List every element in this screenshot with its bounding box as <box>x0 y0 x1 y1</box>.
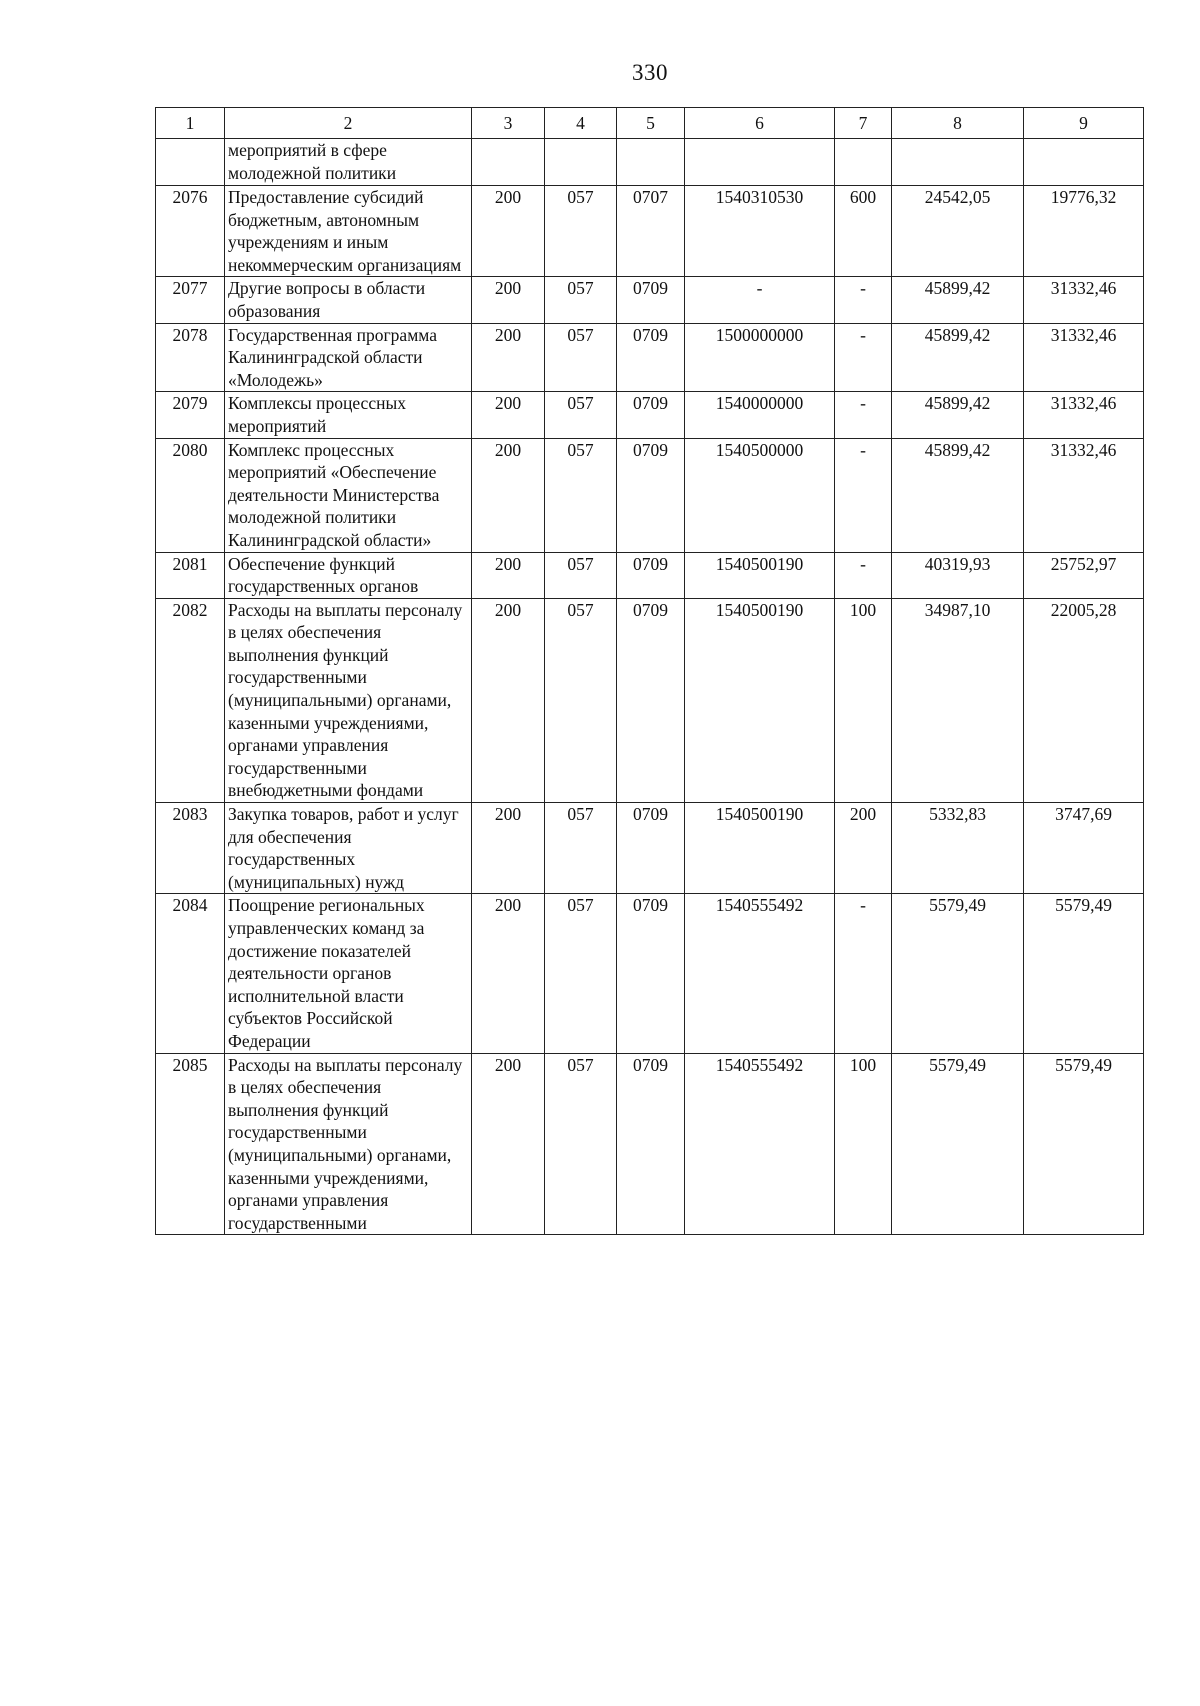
cell-col7: - <box>835 392 892 438</box>
cell-col9: 31332,46 <box>1024 323 1144 392</box>
column-header-7: 7 <box>835 108 892 139</box>
cell-col6: 1540310530 <box>685 186 835 277</box>
cell-col6: 1540555492 <box>685 1053 835 1235</box>
table-row <box>156 803 1144 894</box>
cell-col3: 200 <box>472 552 545 598</box>
column-header-6: 6 <box>685 108 835 139</box>
cell-col3: 200 <box>472 894 545 1053</box>
row-name: Расходы на выплаты персоналу в целях обеспечения выполнения функций государственными (муниципальными) органами, казенными учреждениями, органами управления государственными <box>225 1053 472 1235</box>
cell-col9: 5579,49 <box>1024 1053 1144 1235</box>
cell-col8 <box>892 139 1024 186</box>
cell-col6: 1540555492 <box>685 894 835 1053</box>
cell-col9: 3747,69 <box>1024 803 1144 894</box>
row-number: 2078 <box>156 323 225 392</box>
cell-col3: 200 <box>472 277 545 323</box>
cell-col9: 5579,49 <box>1024 894 1144 1053</box>
cell-col3: 200 <box>472 803 545 894</box>
row-number: 2083 <box>156 803 225 894</box>
cell-col5: 0709 <box>617 1053 685 1235</box>
cell-col5: 0709 <box>617 323 685 392</box>
cell-col9 <box>1024 139 1144 186</box>
cell-col5: 0709 <box>617 803 685 894</box>
row-number <box>156 139 225 186</box>
cell-col5: 0709 <box>617 598 685 802</box>
cell-col4: 057 <box>545 392 617 438</box>
table-row <box>156 392 1144 438</box>
cell-col3: 200 <box>472 186 545 277</box>
page-number: 330 <box>632 60 668 85</box>
column-header-4: 4 <box>545 108 617 139</box>
cell-col9: 31332,46 <box>1024 392 1144 438</box>
column-header-1: 1 <box>156 108 225 139</box>
cell-col5 <box>617 139 685 186</box>
row-name: Другие вопросы в области образования <box>225 277 472 323</box>
row-number: 2081 <box>156 552 225 598</box>
row-number: 2080 <box>156 438 225 552</box>
cell-col8: 24542,05 <box>892 186 1024 277</box>
cell-col6: 1540500190 <box>685 598 835 802</box>
cell-col4: 057 <box>545 894 617 1053</box>
cell-col8: 45899,42 <box>892 438 1024 552</box>
table-row <box>156 139 1144 186</box>
cell-col4: 057 <box>545 1053 617 1235</box>
row-number: 2085 <box>156 1053 225 1235</box>
cell-col3: 200 <box>472 1053 545 1235</box>
cell-col9: 19776,32 <box>1024 186 1144 277</box>
row-name: Поощрение региональных управленческих команд за достижение показателей деятельности органов исполнительной власти субъектов Российской Федерации <box>225 894 472 1053</box>
cell-col8: 34987,10 <box>892 598 1024 802</box>
cell-col4: 057 <box>545 438 617 552</box>
cell-col4: 057 <box>545 186 617 277</box>
table-row <box>156 323 1144 392</box>
cell-col4: 057 <box>545 552 617 598</box>
cell-col7: - <box>835 277 892 323</box>
cell-col5: 0709 <box>617 894 685 1053</box>
cell-col7: - <box>835 438 892 552</box>
budget-table <box>155 107 1144 1235</box>
cell-col5: 0709 <box>617 552 685 598</box>
cell-col3: 200 <box>472 323 545 392</box>
row-number: 2084 <box>156 894 225 1053</box>
column-header-8: 8 <box>892 108 1024 139</box>
column-header-5: 5 <box>617 108 685 139</box>
cell-col5: 0707 <box>617 186 685 277</box>
cell-col9: 22005,28 <box>1024 598 1144 802</box>
table-row <box>156 186 1144 277</box>
cell-col3: 200 <box>472 392 545 438</box>
table-row <box>156 894 1144 1053</box>
cell-col8: 5579,49 <box>892 894 1024 1053</box>
header-row <box>156 108 1144 139</box>
cell-col4: 057 <box>545 323 617 392</box>
cell-col7: 100 <box>835 1053 892 1235</box>
cell-col6: 1540500190 <box>685 552 835 598</box>
cell-col5: 0709 <box>617 438 685 552</box>
table-row <box>156 438 1144 552</box>
cell-col8: 45899,42 <box>892 277 1024 323</box>
cell-col9: 31332,46 <box>1024 277 1144 323</box>
cell-col6: 1540500000 <box>685 438 835 552</box>
cell-col6: 1540500190 <box>685 803 835 894</box>
cell-col3 <box>472 139 545 186</box>
cell-col3: 200 <box>472 598 545 802</box>
cell-col7: 100 <box>835 598 892 802</box>
cell-col9: 31332,46 <box>1024 438 1144 552</box>
cell-col6: - <box>685 277 835 323</box>
cell-col6 <box>685 139 835 186</box>
cell-col3: 200 <box>472 438 545 552</box>
cell-col7: - <box>835 894 892 1053</box>
table-row <box>156 598 1144 802</box>
cell-col8: 45899,42 <box>892 392 1024 438</box>
cell-col5: 0709 <box>617 392 685 438</box>
cell-col4: 057 <box>545 277 617 323</box>
cell-col7: - <box>835 323 892 392</box>
row-name: мероприятий в сфере молодежной политики <box>225 139 472 186</box>
row-number: 2076 <box>156 186 225 277</box>
row-number: 2082 <box>156 598 225 802</box>
cell-col8: 45899,42 <box>892 323 1024 392</box>
row-name: Закупка товаров, работ и услуг для обеспечения государственных (муниципальных) нужд <box>225 803 472 894</box>
row-name: Обеспечение функций государственных органов <box>225 552 472 598</box>
table-row <box>156 552 1144 598</box>
cell-col6: 1540000000 <box>685 392 835 438</box>
cell-col4 <box>545 139 617 186</box>
row-name: Комплексы процессных мероприятий <box>225 392 472 438</box>
row-name: Расходы на выплаты персоналу в целях обеспечения выполнения функций государственными (муниципальными) органами, казенными учреждениями, органами управления государственными внебюджетными фондами <box>225 598 472 802</box>
column-header-9: 9 <box>1024 108 1144 139</box>
cell-col7: 200 <box>835 803 892 894</box>
cell-col8: 5579,49 <box>892 1053 1024 1235</box>
row-name: Комплекс процессных мероприятий «Обеспечение деятельности Министерства молодежной политики Калининградской области» <box>225 438 472 552</box>
cell-col8: 5332,83 <box>892 803 1024 894</box>
table-row <box>156 277 1144 323</box>
column-header-2: 2 <box>225 108 472 139</box>
cell-col8: 40319,93 <box>892 552 1024 598</box>
row-number: 2079 <box>156 392 225 438</box>
cell-col9: 25752,97 <box>1024 552 1144 598</box>
cell-col7: 600 <box>835 186 892 277</box>
row-name: Государственная программа Калининградской области «Молодежь» <box>225 323 472 392</box>
cell-col7: - <box>835 552 892 598</box>
cell-col7 <box>835 139 892 186</box>
column-header-3: 3 <box>472 108 545 139</box>
cell-col5: 0709 <box>617 277 685 323</box>
cell-col4: 057 <box>545 598 617 802</box>
table-row <box>156 1053 1144 1235</box>
cell-col6: 1500000000 <box>685 323 835 392</box>
row-name: Предоставление субсидий бюджетным, автономным учреждениям и иным некоммерческим организациям <box>225 186 472 277</box>
row-number: 2077 <box>156 277 225 323</box>
cell-col4: 057 <box>545 803 617 894</box>
